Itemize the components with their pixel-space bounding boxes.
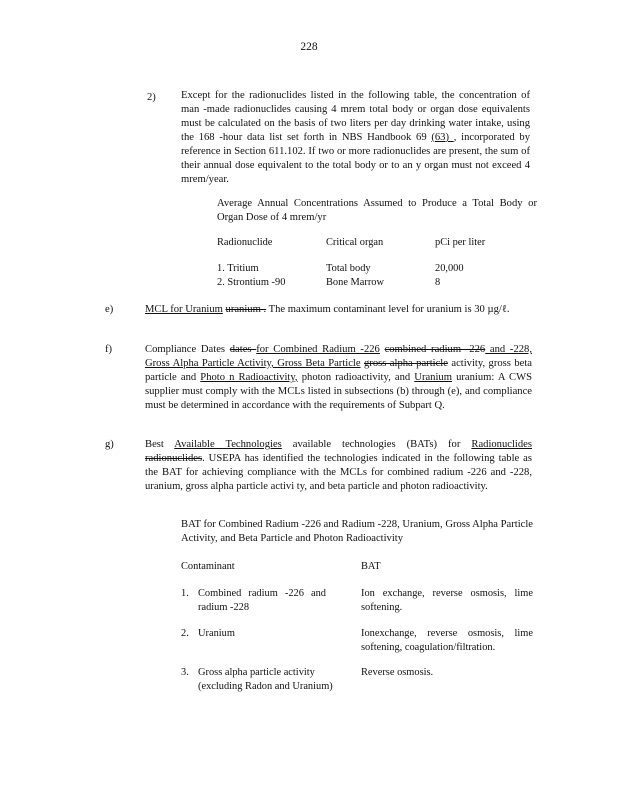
table-2-row-1-number: 1.	[181, 588, 189, 599]
table-2-row-3-contaminant: Gross alpha particle activity (excluding Radon and Uranium)	[198, 667, 333, 692]
item-2-body: Except for the radionuclides listed in the following table, the concentration of man -made radionuclides causing 4 mrem total body or organ dose equivalents must be calculated on the basis of two liters per day drinking water intake, using the 168 -hour data list set forth in NBS Handbook 69	[181, 90, 530, 143]
item-e-inserted: MCL for Uranium	[145, 304, 223, 315]
item-f-inserted-1: for Combined Radium -226	[256, 344, 380, 355]
table-1-row-1-radionuclide: 1. Tritium	[217, 263, 259, 274]
item-g-body-2: available technologies (BATs) for	[292, 439, 461, 450]
table-2-row-1-bat: Ion exchange, reverse osmosis, lime softening.	[361, 588, 533, 613]
item-f-text	[145, 343, 532, 413]
table-2	[181, 560, 533, 700]
table-2-row-2-bat: Ionexchange, reverse osmosis, lime softening, coagulation/filtration.	[361, 628, 533, 653]
table-1	[217, 236, 537, 296]
item-e-label: e)	[105, 304, 114, 315]
table-2-header-bat: BAT	[361, 561, 381, 572]
item-2-inserted-ref: (63)	[431, 131, 454, 143]
item-e-deleted: uranium .	[225, 304, 267, 315]
item-f-body-4: uranium: A CWS supplier must comply with the MCLs listed in subsections (b) through (e), and compliance must be determined in accordance with the requirements of Subpart Q.	[145, 371, 533, 411]
item-f-body-2: activity, gross beta particle and	[145, 357, 532, 383]
table-1-row-2-radionuclide: 2. Strontium -90	[217, 277, 286, 288]
item-f-inserted-3: Photo n Radioactivity,	[200, 371, 298, 383]
table-1-row-1-organ: Total body	[326, 263, 371, 274]
item-f-deleted-3: gross alpha particle	[364, 357, 448, 369]
table-2-row-3-number: 3.	[181, 667, 189, 678]
table-1-header-pci: pCi per liter	[435, 237, 486, 248]
item-g-body-1: Best	[145, 439, 164, 450]
table-2-caption: BAT for Combined Radium -226 and Radium -228, Uranium, Gross Alpha Particle Activity, and Beta Particle and Photon Radioactivity	[181, 519, 534, 544]
table-2-row-1-contaminant: Combined radium -226 and radium -228	[198, 588, 326, 613]
item-g-text	[145, 438, 532, 494]
item-g-inserted-2: Radionuclides	[471, 439, 532, 450]
item-2-text	[181, 89, 530, 187]
table-1-row-1-value: 20,000	[435, 263, 464, 274]
item-e-body: The maximum contaminant level for uranium is 30 µg/ℓ.	[268, 304, 510, 315]
table-1-caption: Average Annual Concentrations Assumed to Produce a Total Body or Organ Dose of 4 mrem/yr	[217, 198, 537, 223]
item-g-deleted-1: radionuclides	[145, 452, 203, 464]
item-f-inserted-4: Uranium	[414, 371, 452, 383]
table-2-row-3-bat: Reverse osmosis.	[361, 667, 434, 678]
item-g-body-3: . USEPA has identified the technologies indicated in the following table as the BAT for achieving compliance with the MCLs for combined radium -226 and -228, uranium, gross alpha particle activi ty, and beta particle and photon radioactivity.	[145, 452, 532, 492]
item-g-inserted-1: Available Technologies	[174, 439, 282, 450]
item-2-number: 2)	[147, 92, 156, 103]
table-1-header-radionuclide: Radionuclide	[217, 237, 273, 248]
item-f-deleted-2: combined radium -226	[384, 344, 486, 355]
table-2-header-contaminant: Contaminant	[181, 561, 235, 572]
item-g-label: g)	[105, 439, 114, 450]
page-number: 228	[300, 41, 318, 53]
item-f-inserted-2: and -228, Gross Alpha Particle Activity, Gross Beta Particle	[145, 344, 532, 369]
item-e-text	[145, 303, 532, 317]
item-f-body-1: Compliance Dates	[145, 344, 226, 355]
table-2-row-2-contaminant: Uranium	[198, 628, 235, 639]
item-f-body-3: photon radioactivity, and	[301, 371, 411, 383]
table-1-row-2-organ: Bone Marrow	[326, 277, 385, 288]
item-f-label: f)	[105, 344, 113, 355]
item-2-body-after: , incorporated by reference in Section 611.102. If two or more radionuclides are present, the sum of their annual dose equivalent to the total body or to an y organ must not exceed 4 mrem/year.	[181, 131, 530, 185]
item-f-deleted-1: dates	[229, 344, 257, 355]
table-1-header-critical-organ: Critical organ	[326, 237, 384, 248]
table-2-row-2-number: 2.	[181, 628, 189, 639]
table-1-row-2-value: 8	[435, 277, 441, 288]
